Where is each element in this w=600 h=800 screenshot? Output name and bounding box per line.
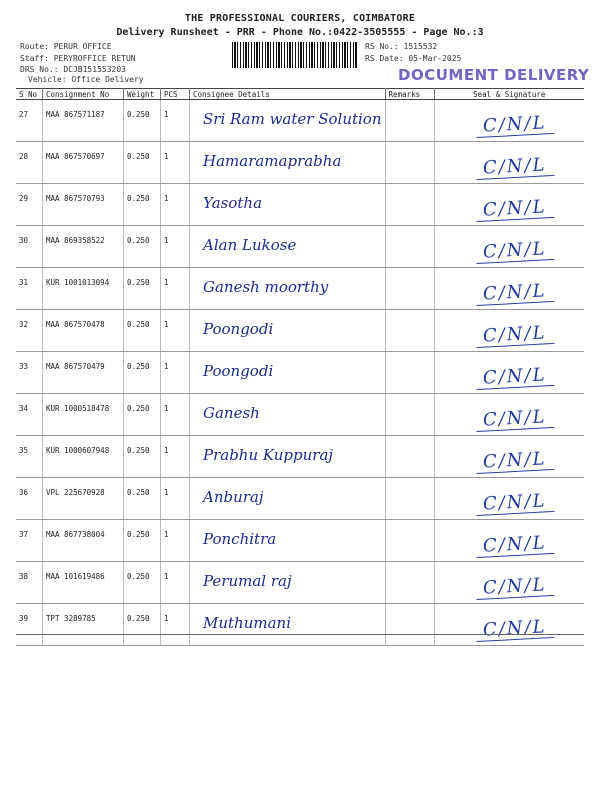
row-pcs: 1 [161, 226, 190, 268]
row-consignment-no: MAA 867570697 [43, 142, 124, 184]
table-row [16, 478, 584, 520]
barcode-image [232, 42, 358, 68]
row-signature [434, 310, 584, 352]
row-consignment-no: MAA 867570478 [43, 310, 124, 352]
row-signature [434, 520, 584, 562]
document-delivery-stamp: DOCUMENT DELIVERY [398, 66, 590, 84]
row-pcs: 1 [161, 394, 190, 436]
row-weight: 0.250 [124, 100, 161, 142]
row-consignee [190, 436, 386, 478]
rs-number: RS No.: 1515532 [365, 42, 438, 51]
row-sno: 38 [16, 562, 43, 604]
row-consignment-no: KUR 1000607948 [43, 436, 124, 478]
page-end-line [16, 634, 584, 635]
consignee-handwriting: Ganesh moorthy [203, 278, 329, 296]
consignee-handwriting: Poongodi [203, 320, 274, 338]
table-row [16, 310, 584, 352]
row-consignment-no: MAA 867738004 [43, 520, 124, 562]
signature-mark: C/N/L [475, 448, 554, 474]
row-sno: 34 [16, 394, 43, 436]
row-consignee [190, 184, 386, 226]
consignee-handwriting: Alan Lukose [203, 236, 297, 254]
row-signature [434, 604, 584, 646]
signature-mark: C/N/L [475, 532, 554, 558]
row-remarks [385, 436, 434, 478]
table-row [16, 436, 584, 478]
row-remarks [385, 100, 434, 142]
row-weight: 0.250 [124, 478, 161, 520]
table-row [16, 226, 584, 268]
row-consignee [190, 268, 386, 310]
row-remarks [385, 562, 434, 604]
drs-number: DRS No.: DCJB151553203 [20, 65, 126, 74]
table-row [16, 520, 584, 562]
consignee-handwriting: Ganesh [203, 404, 260, 422]
row-remarks [385, 478, 434, 520]
row-remarks [385, 520, 434, 562]
row-pcs: 1 [161, 478, 190, 520]
signature-mark: C/N/L [475, 490, 554, 516]
row-sno: 30 [16, 226, 43, 268]
row-remarks [385, 142, 434, 184]
row-remarks [385, 268, 434, 310]
row-sno: 35 [16, 436, 43, 478]
row-signature [434, 268, 584, 310]
row-weight: 0.250 [124, 436, 161, 478]
row-weight: 0.250 [124, 142, 161, 184]
row-pcs: 1 [161, 352, 190, 394]
col-consignee: Consignee Details [190, 89, 386, 100]
row-sno: 36 [16, 478, 43, 520]
row-signature [434, 184, 584, 226]
consignee-handwriting: Prabhu Kuppuraj [203, 446, 334, 464]
consignee-handwriting: Poongodi [203, 362, 274, 380]
table-row [16, 352, 584, 394]
col-weight: Weight [124, 89, 161, 100]
col-consignment: Consignment No [43, 89, 124, 100]
row-signature [434, 226, 584, 268]
table-row [16, 394, 584, 436]
row-weight: 0.250 [124, 268, 161, 310]
row-sno: 39 [16, 604, 43, 646]
route-info: Route: PERUR OFFICE [20, 42, 112, 51]
row-consignment-no: MAA 101619486 [43, 562, 124, 604]
row-weight: 0.250 [124, 562, 161, 604]
row-pcs: 1 [161, 184, 190, 226]
signature-mark: C/N/L [475, 322, 554, 348]
table-row [16, 604, 584, 646]
row-remarks [385, 394, 434, 436]
row-consignment-no: TPT 3289785 [43, 604, 124, 646]
row-signature [434, 100, 584, 142]
signature-mark: C/N/L [475, 154, 554, 180]
row-sno: 29 [16, 184, 43, 226]
consignee-handwriting: Anburaj [203, 488, 264, 506]
row-remarks [385, 310, 434, 352]
row-signature [434, 142, 584, 184]
row-consignee [190, 520, 386, 562]
consignee-handwriting: Sri Ram water Solution [203, 110, 382, 128]
signature-mark: C/N/L [475, 364, 554, 390]
consignee-handwriting: Muthumani [203, 614, 291, 632]
row-consignee [190, 562, 386, 604]
runsheet-title: THE PROFESSIONAL COURIERS, COIMBATORE [184, 13, 416, 24]
row-sno: 32 [16, 310, 43, 352]
row-signature [434, 394, 584, 436]
row-weight: 0.250 [124, 604, 161, 646]
row-signature [434, 478, 584, 520]
consignee-handwriting: Ponchitra [203, 530, 277, 548]
row-weight: 0.250 [124, 520, 161, 562]
table-row [16, 184, 584, 226]
row-sno: 27 [16, 100, 43, 142]
row-weight: 0.250 [124, 226, 161, 268]
table-row [16, 100, 584, 142]
vehicle-info: Vehicle: Office Delivery [28, 75, 144, 84]
col-remarks: Remarks [385, 89, 434, 100]
row-consignment-no: MAA 867570479 [43, 352, 124, 394]
table-row [16, 562, 584, 604]
row-weight: 0.250 [124, 394, 161, 436]
row-pcs: 1 [161, 310, 190, 352]
row-remarks [385, 604, 434, 646]
row-sno: 28 [16, 142, 43, 184]
row-consignment-no: MAA 869358522 [43, 226, 124, 268]
row-sno: 31 [16, 268, 43, 310]
row-consignment-no: KUR 1001013094 [43, 268, 124, 310]
table-row [16, 142, 584, 184]
row-pcs: 1 [161, 100, 190, 142]
row-pcs: 1 [161, 562, 190, 604]
runsheet-table [16, 88, 584, 646]
row-consignee [190, 142, 386, 184]
signature-mark: C/N/L [475, 238, 554, 264]
row-remarks [385, 352, 434, 394]
table-header-row [16, 89, 584, 100]
row-signature [434, 352, 584, 394]
signature-mark: C/N/L [475, 616, 554, 642]
row-pcs: 1 [161, 520, 190, 562]
row-pcs: 1 [161, 142, 190, 184]
signature-mark: C/N/L [475, 574, 554, 600]
row-consignee [190, 226, 386, 268]
row-signature [434, 436, 584, 478]
row-consignment-no: MAA 867570793 [43, 184, 124, 226]
rs-date: RS Date: 05-Mar-2025 [365, 54, 462, 63]
row-consignee [190, 604, 386, 646]
table-row [16, 268, 584, 310]
row-consignee [190, 100, 386, 142]
row-weight: 0.250 [124, 352, 161, 394]
consignee-handwriting: Hamaramaprabha [203, 152, 342, 170]
row-consignee [190, 352, 386, 394]
consignee-handwriting: Perumal raj [203, 572, 292, 590]
row-consignment-no: MAA 867571187 [43, 100, 124, 142]
row-sno: 33 [16, 352, 43, 394]
signature-mark: C/N/L [475, 112, 554, 138]
row-consignment-no: KUR 1000518478 [43, 394, 124, 436]
signature-mark: C/N/L [475, 196, 554, 222]
col-sno: S No [16, 89, 43, 100]
row-pcs: 1 [161, 604, 190, 646]
row-consignee [190, 478, 386, 520]
row-consignment-no: VPL 225670928 [43, 478, 124, 520]
row-signature [434, 562, 584, 604]
row-pcs: 1 [161, 436, 190, 478]
runsheet-subtitle: Delivery Runsheet - PRR - Phone No.:0422-3505555 - Page No.:3 [116, 27, 484, 38]
row-consignee [190, 394, 386, 436]
row-sno: 37 [16, 520, 43, 562]
row-pcs: 1 [161, 268, 190, 310]
consignee-handwriting: Yasotha [203, 194, 263, 212]
signature-mark: C/N/L [475, 280, 554, 306]
col-pcs: PCS [161, 89, 190, 100]
col-signature: Seal & Signature [434, 89, 584, 100]
row-remarks [385, 226, 434, 268]
row-consignee [190, 310, 386, 352]
row-remarks [385, 184, 434, 226]
staff-info: Staff: PERYROFFICE RETUN [20, 54, 136, 63]
row-weight: 0.250 [124, 310, 161, 352]
signature-mark: C/N/L [475, 406, 554, 432]
row-weight: 0.250 [124, 184, 161, 226]
